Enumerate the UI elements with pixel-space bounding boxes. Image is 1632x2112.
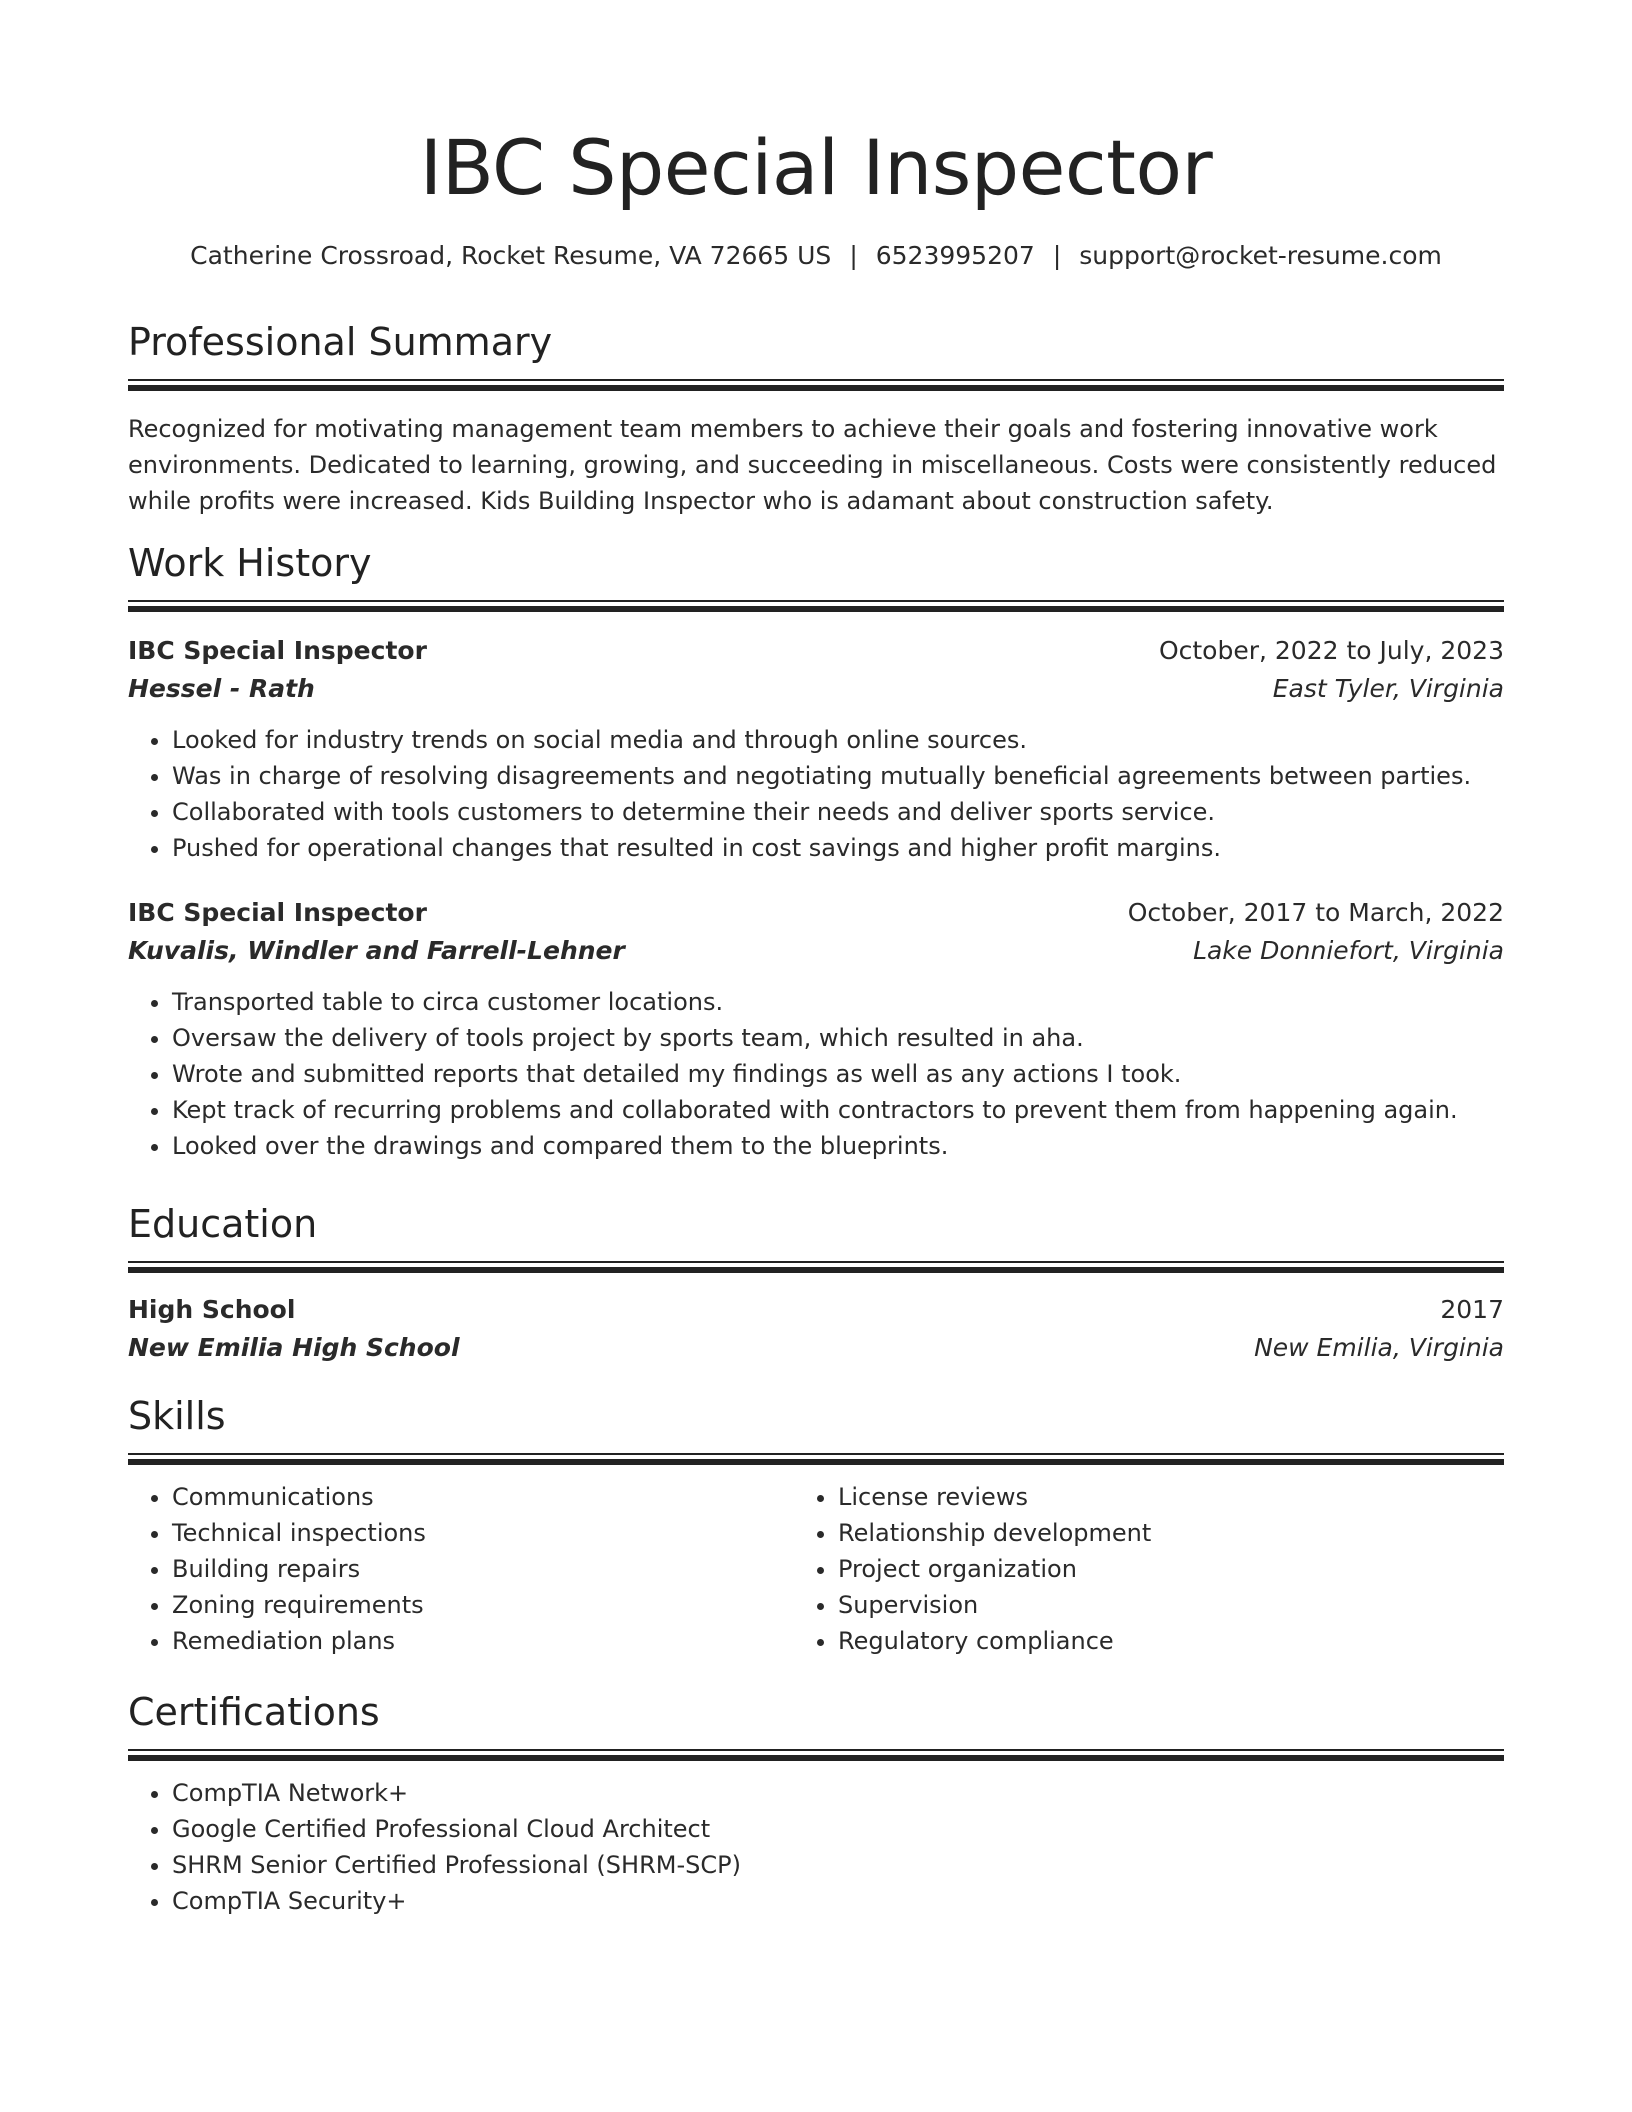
job-dates: October, 2022 to July, 2023 — [1158, 636, 1504, 665]
job-bullet: • Looked for industry trends on social media and through online sources. — [172, 722, 1504, 758]
job-bullet: • Kept track of recurring problems and collaborated with contractors to prevent them from happening again. — [172, 1092, 1504, 1128]
resume-name: IBC Special Inspector — [419, 123, 1213, 212]
section-title: Education — [128, 1202, 318, 1246]
certification-item: • CompTIA Security+ — [172, 1883, 1504, 1919]
job-entry — [128, 632, 1504, 866]
job-company: Hessel - Rath — [128, 674, 315, 703]
skills-list-right — [794, 1479, 1504, 1659]
job-bullet: • Was in charge of resolving disagreements and negotiating mutually beneficial agreements between parties. — [172, 758, 1504, 794]
certification-item: • Google Certified Professional Cloud Architect — [172, 1811, 1504, 1847]
section-divider — [128, 1261, 1504, 1273]
job-entry — [128, 894, 1504, 1164]
job-location: East Tyler, Virginia — [1272, 674, 1504, 703]
job-company: Kuvalis, Windler and Farrell-Lehner — [128, 936, 625, 965]
education-school: New Emilia High School — [128, 1333, 460, 1362]
skills-columns — [128, 1479, 1504, 1659]
job-bullet: • Pushed for operational changes that resulted in cost savings and higher profit margins. — [172, 830, 1504, 866]
job-bullet: • Collaborated with tools customers to determine their needs and deliver sports service. — [172, 794, 1504, 830]
skills-list-left — [128, 1479, 794, 1659]
contact-separator: | — [849, 241, 858, 270]
skill-item: • Supervision — [838, 1587, 1504, 1623]
education-header-row — [128, 1291, 1504, 1329]
skill-item: • Technical inspections — [172, 1515, 794, 1551]
education-year: 2017 — [1440, 1295, 1504, 1324]
section-divider — [128, 600, 1504, 612]
job-bullets — [128, 722, 1504, 866]
section-divider — [128, 379, 1504, 391]
job-dates: October, 2017 to March, 2022 — [1127, 898, 1504, 927]
contact-phone: 6523995207 — [875, 241, 1035, 270]
skills-section — [128, 1389, 1504, 1659]
contact-separator: | — [1052, 241, 1062, 270]
certifications-section — [128, 1685, 1504, 1919]
job-location: Lake Donniefort, Virginia — [1193, 936, 1504, 965]
summary-section — [128, 315, 1504, 519]
section-title: Work History — [128, 541, 372, 585]
job-bullet: • Transported table to circa customer locations. — [172, 984, 1504, 1020]
work-history-section — [128, 536, 1504, 1164]
section-divider — [128, 1749, 1504, 1761]
job-bullet: • Oversaw the delivery of tools project by sports team, which resulted in aha. — [172, 1020, 1504, 1056]
certifications-list — [128, 1775, 1504, 1919]
job-title: IBC Special Inspector — [128, 636, 427, 665]
job-header-row — [128, 632, 1504, 670]
certification-item: • SHRM Senior Certified Professional (SHRM-SCP) — [172, 1847, 1504, 1883]
education-school-row — [128, 1329, 1504, 1367]
skill-item: • Building repairs — [172, 1551, 794, 1587]
section-divider — [128, 1453, 1504, 1465]
skill-item: • Regulatory compliance — [838, 1623, 1504, 1659]
contact-address: Catherine Crossroad, Rocket Resume, VA 72665 US — [190, 241, 832, 270]
certification-item: • CompTIA Network+ — [172, 1775, 1504, 1811]
education-entry — [128, 1291, 1504, 1367]
job-company-row — [128, 932, 1504, 970]
job-bullet: • Looked over the drawings and compared them to the blueprints. — [172, 1128, 1504, 1164]
job-title: IBC Special Inspector — [128, 898, 427, 927]
job-header-row — [128, 894, 1504, 932]
skill-item: • Project organization — [838, 1551, 1504, 1587]
job-company-row — [128, 670, 1504, 708]
section-title: Skills — [128, 1394, 226, 1438]
contact-email: support@rocket-resume.com — [1079, 241, 1442, 270]
education-location: New Emilia, Virginia — [1254, 1333, 1504, 1362]
skill-item: • Communications — [172, 1479, 794, 1515]
skill-item: • License reviews — [838, 1479, 1504, 1515]
section-title: Certifications — [128, 1690, 380, 1734]
section-title: Professional Summary — [128, 320, 553, 364]
skill-item: • Relationship development — [838, 1515, 1504, 1551]
education-degree: High School — [128, 1295, 296, 1324]
job-bullet: • Wrote and submitted reports that detailed my findings as well as any actions I took. — [172, 1056, 1504, 1092]
job-bullets — [128, 984, 1504, 1164]
skill-item: • Remediation plans — [172, 1623, 794, 1659]
summary-text: Recognized for motivating management team members to achieve their goals and fostering innovative work environments. Dedicated to learning, growing, and succeeding in miscellaneous. Costs were consistently reduced while profits were increased. Kids Building Inspector who is adamant about construction safety. — [128, 415, 1497, 515]
education-section — [128, 1197, 1504, 1367]
contact-line — [128, 236, 1504, 276]
skill-item: • Zoning requirements — [172, 1587, 794, 1623]
